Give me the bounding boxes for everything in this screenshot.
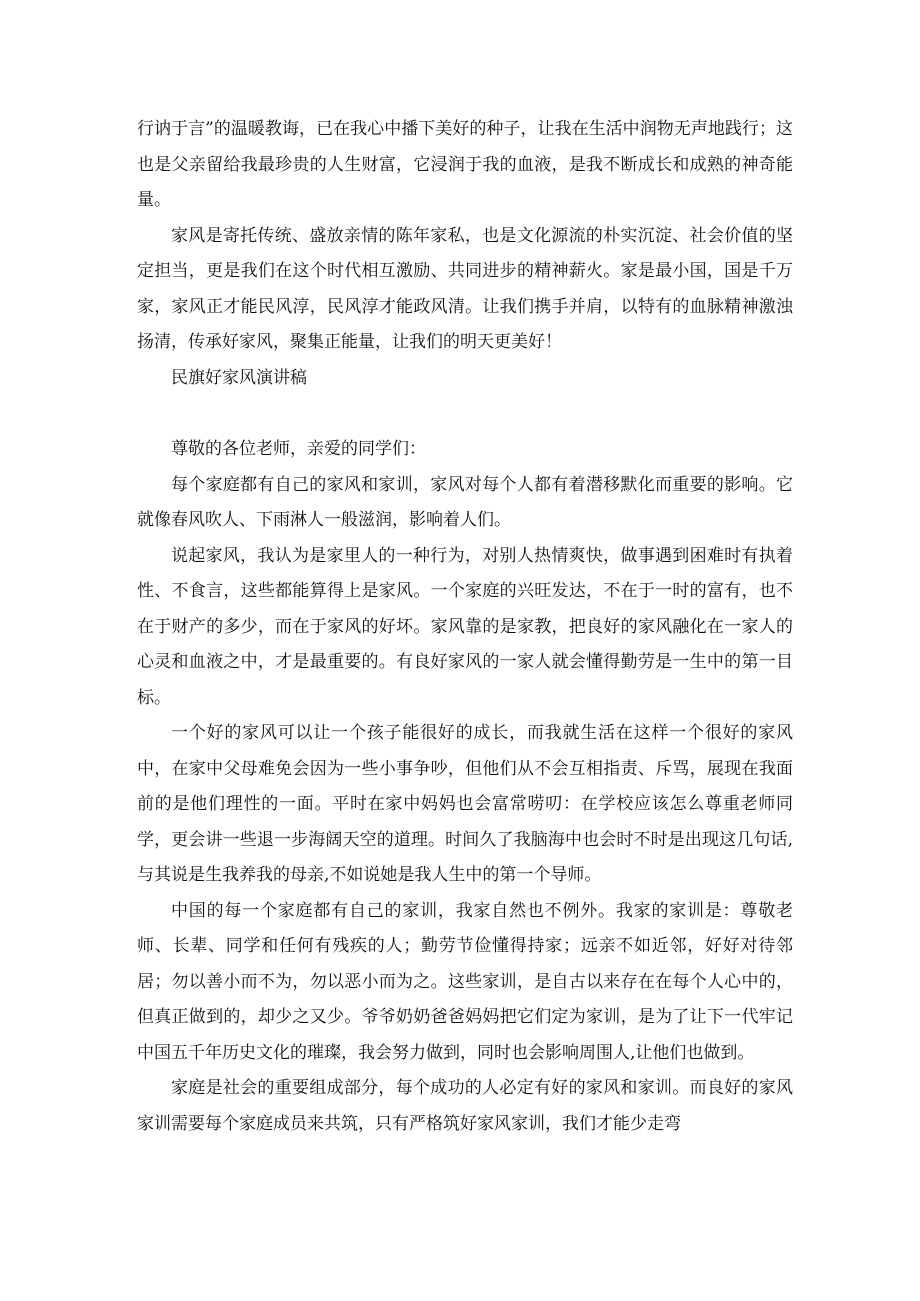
paragraph-continuation: 行讷于言”的温暖教诲，已在我心中播下美好的种子，让我在生活中润物无声地践行；这也是父亲留给我最珍贵的人生财富，它浸润于我的血液，是我不断成长和成熟的神奇能量。 — [137, 119, 793, 210]
paragraph-intro: 每个家庭都有自己的家风和家训，家风对每个人都有着潜移默化而重要的影响。它就像春风吹人、下雨淋人一般滋润，影响着人们。 — [137, 474, 793, 530]
paragraph-parents: 一个好的家风可以让一个孩子能很好的成长，而我就生活在这样一个很好的家风中，在家中父母难免会因为一些小事争吵，但他们从不会互相指责、斥骂，展现在我面前的是他们理性的一面。平时在家中妈妈也会富常唠叨：在学校应该怎么尊重老师同学，更会讲一些退一步海阔天空的道理。时间久了我脑海中也会时不时是出现这几句话,与其说是生我养我的母亲,不如说她是我人生中的第一个导师。 — [137, 723, 793, 885]
paragraph-society: 家庭是社会的重要组成部分，每个成功的人必定有好的家风和家训。而良好的家风家训需要每个家庭成员来共筑，只有严格筑好家风家训，我们才能少走弯 — [137, 1078, 793, 1134]
paragraph-definition: 说起家风，我认为是家里人的一种行为，对别人热情爽快，做事遇到困难时有执着性、不食言，这些都能算得上是家风。一个家庭的兴旺发达，不在于一时的富有，也不在于财产的多少，而在于家风的好坏。家风靠的是家教，把良好的家风融化在一家人的心灵和血液之中，才是最重要的。有良好家风的一家人就会懂得勤劳是一生中的第一目标。 — [137, 545, 793, 708]
paragraph-family-rules: 中国的每一个家庭都有自己的家训，我家自然也不例外。我家的家训是：尊敬老师、长辈、同学和任何有残疾的人；勤劳节俭懂得持家；远亲不如近邻，好好对待邻居；勿以善小而不为，勿以恶小而为之。这些家训，是自古以来存在在每个人心中的，但真正做到的，却少之又少。爷爷奶奶爸爸妈妈把它们定为家训，是为了让下一代牢记中国五千年历史文化的璀璨，我会努力做到，同时也会影响周围人,让他们也做到。 — [137, 900, 793, 1063]
speech-title: 民旗好家风演讲稿 — [171, 367, 307, 388]
blank-line — [137, 396, 793, 432]
speech-salutation: 尊敬的各位老师，亲爱的同学们： — [171, 439, 426, 459]
paragraph-family-tradition: 家风是寄托传统、盛放亲情的陈年家私，也是文化源流的朴实沉淀、社会价值的坚定担当，更是我们在这个时代相互激励、共同进步的精神薪火。家是最小国，国是千万家，家风正才能民风淳，民风淳才能政风清。让我们携手并肩，以特有的血脉精神激浊扬清，传承好家风，聚集正能量，让我们的明天更美好！ — [137, 225, 793, 352]
document-body — [137, 112, 793, 1142]
